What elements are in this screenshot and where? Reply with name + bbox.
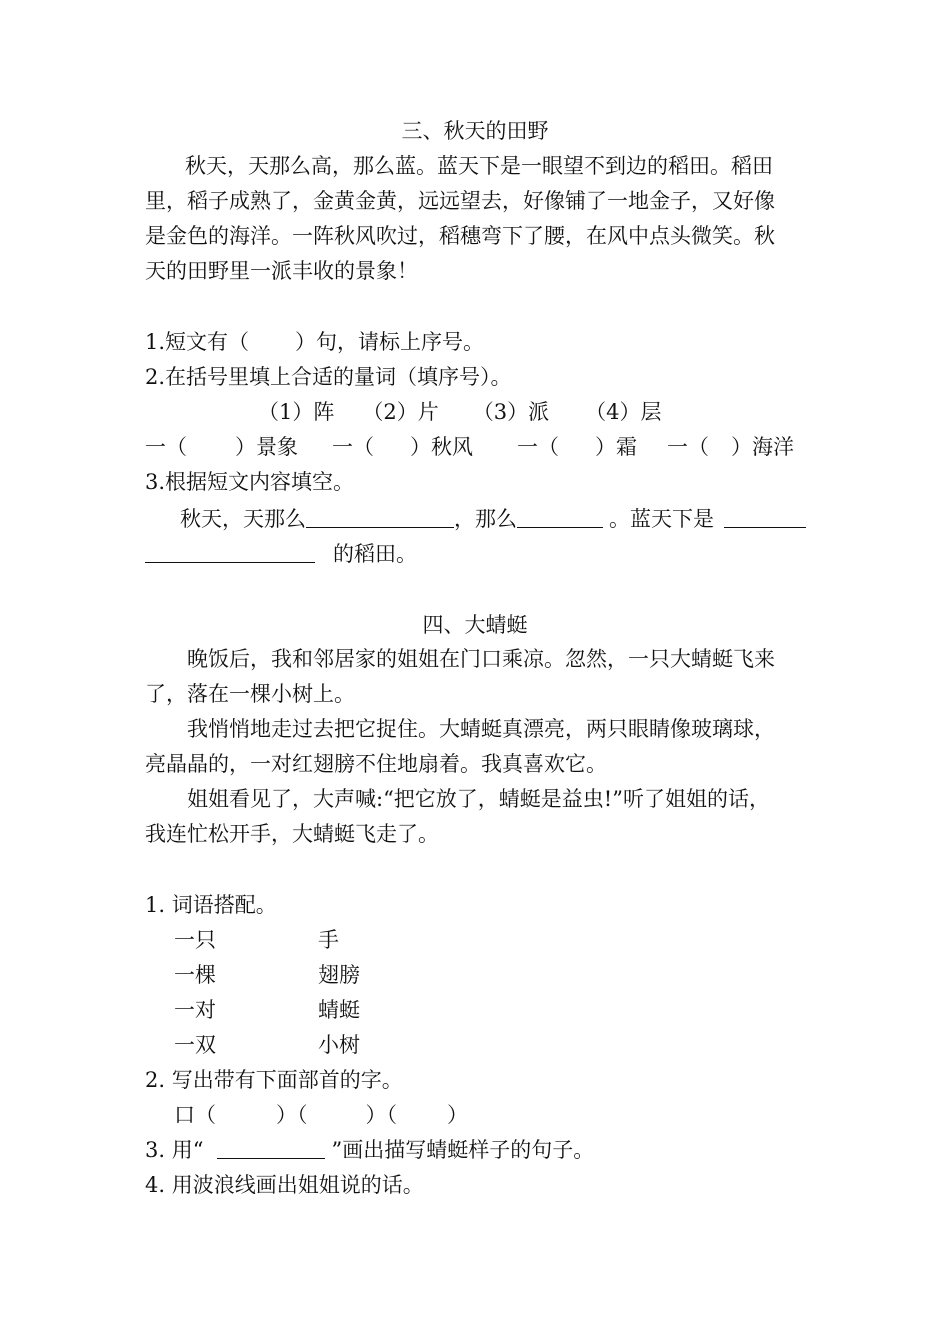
section3-question-2: 2.在括号里填上合适的量词（填序号）。 xyxy=(145,365,512,389)
section4-question-3 xyxy=(145,1137,594,1163)
option-3: （3）派 xyxy=(472,400,550,424)
radical-d: ） xyxy=(447,1103,468,1127)
q3-fill-line-2 xyxy=(145,541,417,567)
q3-blank-3[interactable] xyxy=(724,507,806,528)
option-4: （4）层 xyxy=(585,400,662,424)
section3-para-line-1: 秋天，天那么高，那么蓝。蓝天下是一眼望不到边的稻田。稻田 xyxy=(185,154,773,178)
q3-text-d: 的稻田。 xyxy=(333,542,417,566)
measure-word-blanks xyxy=(145,434,794,460)
match-left-3: 一对 xyxy=(174,998,216,1022)
section4-question-4: 4. 用波浪线画出姐姐说的话。 xyxy=(145,1173,424,1197)
section4-question-2: 2. 写出带有下面部首的字。 xyxy=(145,1068,403,1092)
match-right-1: 手 xyxy=(318,928,339,952)
q3-blank-2[interactable] xyxy=(517,507,603,528)
section3-title: 三、秋天的田野 xyxy=(401,119,549,143)
match-left-1: 一只 xyxy=(174,928,216,952)
blank-1-before: 一（ xyxy=(145,435,187,459)
q3-text-a: 秋天，天那么 xyxy=(180,507,306,531)
option-1: （1）阵 xyxy=(258,400,335,424)
q3-fill-line-1 xyxy=(180,506,806,532)
match-left-4: 一双 xyxy=(174,1033,216,1057)
match-left-2: 一棵 xyxy=(174,963,216,987)
q3-text-b: ，那么 xyxy=(454,507,517,531)
section4-para-line-4: 亮晶晶的，一对红翅膀不住地扇着。我真喜欢它。 xyxy=(145,752,607,776)
section4-para-line-3: 我悄悄地走过去把它捉住。大蜻蜓真漂亮，两只眼睛像玻璃球， xyxy=(187,717,775,741)
q1-text-before: 1.短文有（ xyxy=(145,330,250,354)
blank-4-after: ）海洋 xyxy=(731,435,794,459)
section3-question-1 xyxy=(145,329,484,355)
radical-a: 口（ xyxy=(174,1103,216,1127)
q1-text-after: ）句，请标上序号。 xyxy=(295,330,485,354)
blank-4-before: 一（ xyxy=(667,435,709,459)
section4-para-line-5: 姐姐看见了，大声喊:“把它放了，蜻蜓是益虫!”听了姐姐的话， xyxy=(187,787,770,811)
q3-text-c: 。蓝天下是 xyxy=(609,507,714,531)
section4-question-1: 1. 词语搭配。 xyxy=(145,893,277,917)
section4-title: 四、大蜻蜓 xyxy=(422,613,528,637)
measure-word-options xyxy=(258,399,662,425)
q3b-text-after: ”画出描写蜻蜓样子的句子。 xyxy=(331,1138,595,1162)
blank-2-before: 一（ xyxy=(332,435,374,459)
radical-c: ）（ xyxy=(365,1103,397,1127)
section4-para-line-1: 晚饭后，我和邻居家的姐姐在门口乘凉。忽然，一只大蜻蜓飞来 xyxy=(187,647,775,671)
blank-3-after: ）霜 xyxy=(595,435,637,459)
underline-sample xyxy=(217,1138,325,1159)
section3-para-line-3: 是金色的海洋。一阵秋风吹过，稻穗弯下了腰，在风中点头微笑。秋 xyxy=(145,224,775,248)
match-right-2: 翅膀 xyxy=(318,963,360,987)
section4-para-line-2: 了，落在一棵小树上。 xyxy=(145,682,355,706)
q3-blank-4[interactable] xyxy=(145,542,315,563)
section4-para-line-6: 我连忙松开手，大蜻蜓飞走了。 xyxy=(145,822,439,846)
section3-question-3: 3.根据短文内容填空。 xyxy=(145,470,355,494)
q3-blank-1[interactable] xyxy=(306,507,454,528)
blank-2-after: ）秋风 xyxy=(410,435,473,459)
q3b-text-before: 3. 用“ xyxy=(145,1138,204,1162)
radical-b: ）（ xyxy=(276,1103,308,1127)
option-2: （2）片 xyxy=(362,400,439,424)
radical-blanks xyxy=(174,1102,468,1128)
blank-3-before: 一（ xyxy=(517,435,559,459)
section3-para-line-2: 里，稻子成熟了，金黄金黄，远远望去，好像铺了一地金子，又好像 xyxy=(145,189,775,213)
blank-1-after: ）景象 xyxy=(235,435,298,459)
match-right-4: 小树 xyxy=(318,1033,360,1057)
match-right-3: 蜻蜓 xyxy=(318,998,360,1022)
section3-para-line-4: 天的田野里一派丰收的景象！ xyxy=(145,259,418,283)
